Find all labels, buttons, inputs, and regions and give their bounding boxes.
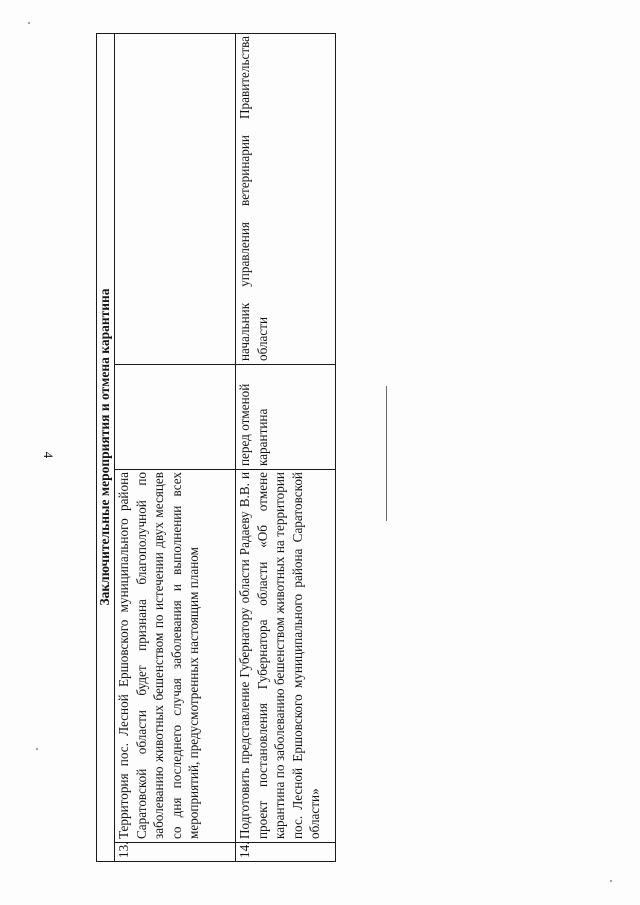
scan-speck [28, 22, 30, 24]
scan-speck [610, 880, 612, 882]
rotated-table-container [96, 34, 336, 862]
measure-cell: Подготовить представление Губернатору области Радаеву В.В. и проект постановления Губернатора области «Об отмене карантина по заболеванию бешенством животных на территории пос. Лесной Ершовского муниципального района Саратовской области» [236, 470, 336, 843]
closing-rule-line [386, 386, 387, 521]
table-row [115, 33, 236, 861]
page-number: 4 [41, 451, 56, 459]
row-number: 14. [236, 843, 336, 862]
deadline-cell: перед отменой карантина [236, 365, 336, 470]
section-title: Заключительные мероприятия и отмена карантина [97, 33, 115, 861]
deadline-cell [115, 365, 236, 470]
row-number: 13. [115, 843, 236, 862]
scan-speck [36, 748, 38, 750]
measure-cell: Территория пос. Лесной Ершовского муниципального района Саратовской области будет признана благополучной по заболеванию животных бешенством по истечении двух месяцев со дня последнего случая заболевания и выполнении всех мероприятий, предусмотренных настоящим планом [115, 470, 236, 843]
responsible-cell [115, 33, 236, 364]
measures-table [96, 33, 336, 862]
table-row [236, 33, 336, 861]
responsible-cell: начальник управления ветеринарии Правительства области [236, 33, 336, 364]
section-header-row [97, 33, 115, 861]
